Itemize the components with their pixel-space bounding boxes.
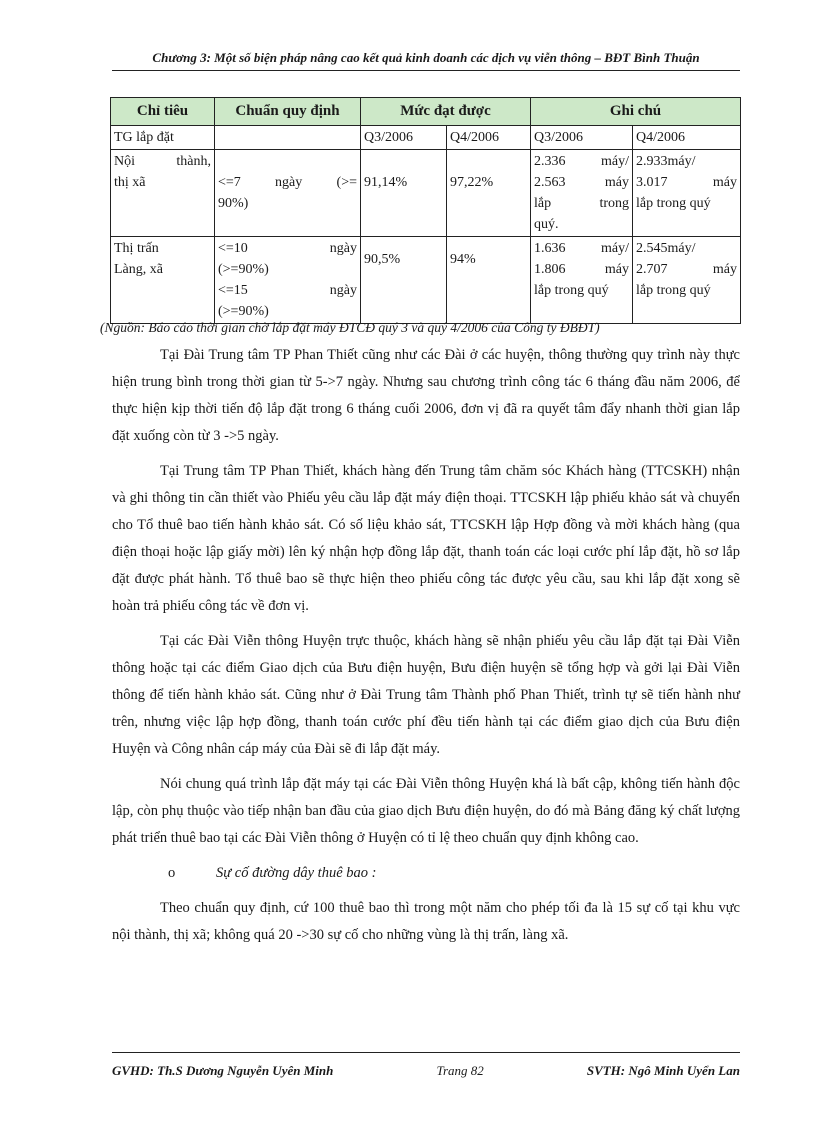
table-row (111, 237, 741, 324)
note-q4-cell (633, 150, 741, 237)
criteria-line: Nội thành, (114, 154, 211, 169)
header-notes: Ghi chú (531, 98, 741, 126)
note-q4-cell (633, 237, 741, 324)
subheader-q4: Q4/2006 (447, 126, 531, 150)
note-line: 1.806 máy (534, 262, 629, 277)
subheader-note-q3: Q3/2006 (531, 126, 633, 150)
header-achieved: Mức đạt được (361, 98, 531, 126)
footer-student: SVTH: Ngô Minh Uyển Lan (586, 1063, 740, 1078)
standard-cell (215, 237, 361, 324)
paragraph: Tại Đài Trung tâm TP Phan Thiết cũng như các Đài ở các huyện, thông thường quy trình này thực hiện trung bình trong thời gian từ 5->7 ngày. Nhưng sau chương trình công tác 6 tháng đầu năm 2006, để thực hiện kịp thời tiến độ lắp đặt trong 6 tháng cuối 2006, đơn vị đã ra quyết tâm đẩy nhanh thời gian lắp đặt xuống còn từ 3 ->5 ngày. (112, 347, 740, 444)
footer-page-number: Trang 82 (436, 1063, 484, 1078)
page-header: Chương 3: Một số biện pháp nâng cao kết quả kinh doanh các dịch vụ viễn thông – BĐT Bình Thuận (112, 50, 740, 71)
criteria-line: thị xã (114, 175, 146, 190)
body-text (112, 342, 740, 957)
criteria-line: Thị trấn (114, 241, 159, 256)
subheader-q3: Q3/2006 (361, 126, 447, 150)
note-line: lắp trong (534, 196, 629, 211)
subheader-empty (215, 126, 361, 150)
header-standard: Chuẩn quy định (215, 98, 361, 126)
note-line: lắp trong quý (636, 196, 711, 211)
note-line: lắp trong quý (534, 283, 609, 298)
q3-value: 90,5% (361, 237, 447, 324)
standard-line: <=15 ngày (218, 283, 357, 298)
standard-cell (215, 150, 361, 237)
standard-line: <=10 ngày (218, 241, 357, 256)
note-line: 2.563 máy (534, 175, 629, 190)
bullet-marker: o (168, 865, 176, 881)
table-subheader-row (111, 126, 741, 150)
standard-line: 90%) (218, 196, 249, 211)
paragraph: Tại Trung tâm TP Phan Thiết, khách hàng đến Trung tâm chăm sóc Khách hàng (TTCSKH) nhận và ghi thông tin cần thiết vào Phiếu yêu cầu lắp đặt máy điện thoại. TTCSKH lập phiếu khảo sát và chuyển cho Tổ thuê bao tiến hành khảo sát. Có số liệu khảo sát, TTCSKH lập Hợp đồng và mời khách hàng (qua điện thoại hoặc lập giấy mời) lên ký nhận hợp đồng lắp đặt, thanh toán các loại cước phí lắp đặt, hồ sơ lắp đặt được phát hành. Tổ thuê bao sẽ thực hiện theo phiếu công tác được yêu cầu, sau khi lắp đặt xong sẽ hoàn trả phiếu công tác về đơn vị. (112, 463, 740, 614)
subheader-label: TG lắp đặt (111, 126, 215, 150)
paragraph: Theo chuẩn quy định, cứ 100 thuê bao thì trong một năm cho phép tối đa là 15 sự cố tại khu vực nội thành, thị xã; không quá 20 ->30 sự cố cho những vùng là thị trấn, làng xã. (112, 900, 740, 943)
note-line: quý. (534, 217, 559, 232)
page-footer (112, 1052, 740, 1079)
table-row (111, 150, 741, 237)
q4-value: 94% (447, 237, 531, 324)
criteria-cell (111, 150, 215, 237)
note-q3-cell (531, 237, 633, 324)
header-criteria: Chỉ tiêu (111, 98, 215, 126)
paragraph: Tại các Đài Viễn thông Huyện trực thuộc, khách hàng sẽ nhận phiếu yêu cầu lắp đặt tại Đài Viễn thông hoặc tại các điểm Giao dịch của Bưu điện huyện, Bưu điện huyện sẽ tổng hợp và gởi lại Đài Viễn thông để tiến hành khảo sát. Cũng như ở Đài Trung tâm Thành phố Phan Thiết, trình tự sẽ tiến hành như trên, nhưng việc lập hợp đồng, thanh toán cước phí đều tiến hành tại các điểm giao dịch của Bưu điện Huyện và Công nhân cáp máy của Đài sẽ đi lắp đặt máy. (112, 633, 740, 757)
q3-value: 91,14% (361, 150, 447, 237)
note-line: lắp trong quý (636, 283, 711, 298)
note-line: 2.545máy/ (636, 241, 696, 256)
installation-time-table (110, 97, 741, 324)
standard-line: (>=90%) (218, 304, 269, 319)
note-q3-cell (531, 150, 633, 237)
q4-value: 97,22% (447, 150, 531, 237)
criteria-line: Làng, xã (114, 262, 163, 277)
note-line: 3.017 máy (636, 175, 737, 190)
note-line: 2.336 máy/ (534, 154, 629, 169)
standard-line: (>=90%) (218, 262, 269, 277)
subsection-title: Sự cố đường dây thuê bao : (216, 865, 377, 881)
subsection-heading (112, 860, 740, 887)
subheader-note-q4: Q4/2006 (633, 126, 741, 150)
standard-line: <=7 ngày (>= (218, 175, 357, 190)
footer-advisor: GVHD: Th.S Dương Nguyễn Uyên Minh (112, 1063, 334, 1078)
paragraph: Nói chung quá trình lắp đặt máy tại các Đài Viễn thông Huyện khá là bất cập, không tiến hành độc lập, còn phụ thuộc vào tiếp nhận ban đầu của giao dịch Bưu điện huyện, do đó mà Bảng đăng ký chất lượng phát triển thuê bao tại các Đài Viễn thông ở Huyện có tỉ lệ theo chuẩn quy định không cao. (112, 776, 740, 846)
note-line: 2.933máy/ (636, 154, 696, 169)
note-line: 2.707 máy (636, 262, 737, 277)
criteria-cell (111, 237, 215, 324)
table-header-row (111, 98, 741, 126)
table-source-note: (Nguồn: Báo cáo thời gian chờ lắp đặt máy ĐTCĐ quý 3 và quý 4/2006 của Công ty ĐBĐT) (100, 320, 600, 335)
note-line: 1.636 máy/ (534, 241, 629, 256)
